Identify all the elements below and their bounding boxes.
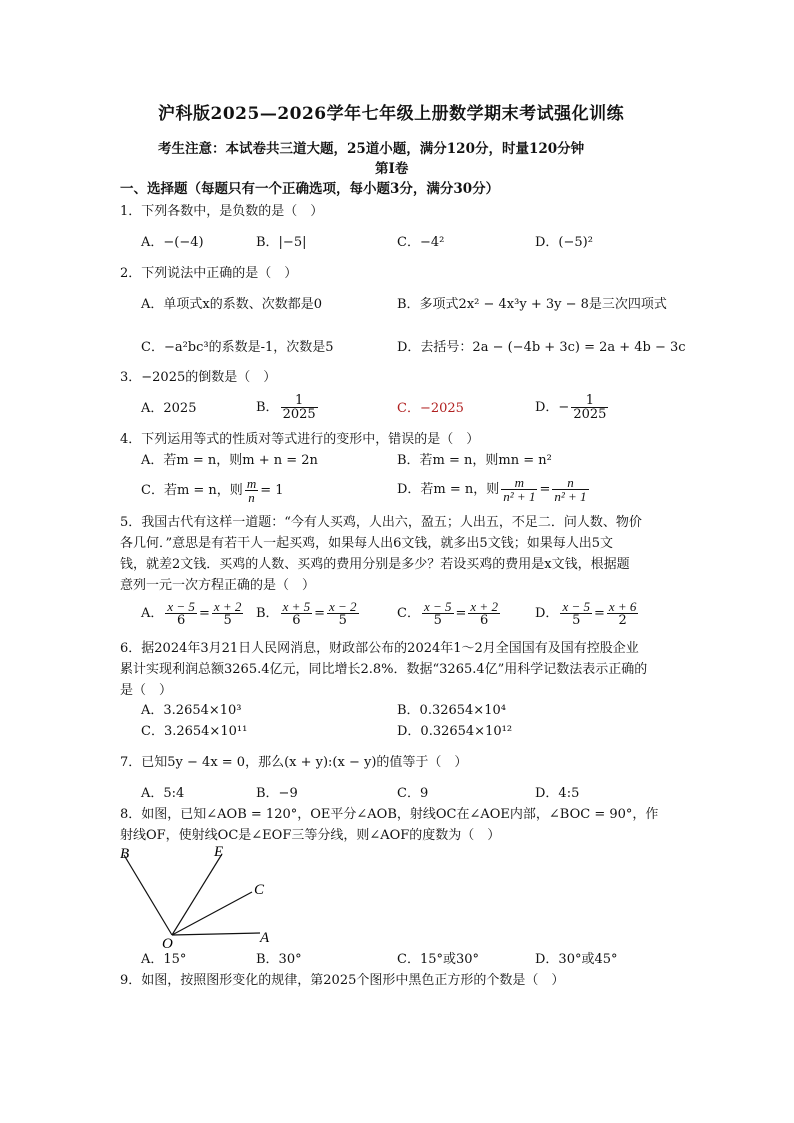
q1-option-c: C．−4² [397, 235, 445, 250]
q3-d-fraction: $\frac{1}{2025}$ [573, 393, 607, 422]
page-title: 沪科版2025—2026学年七年级上册数学期末考试强化训练 [158, 104, 625, 124]
q8-option-b: B．30° [256, 952, 302, 967]
question-5-line-1: 5．我国古代有这样一道题：“今有人买鸡，人出六，盈五；人出五，不足二．问人数、物价 [120, 515, 642, 530]
q6-option-d: D．0.32654×10¹² [397, 724, 513, 739]
q4-d-fraction-left: $\frac{m}{\text{n² + 1}}$ [503, 475, 536, 504]
q7-option-d: D．4:5 [535, 786, 580, 801]
question-4-stem: 4．下列运用等式的性质对等式进行的变形中，错误的是（ ） [120, 432, 480, 447]
q2-option-c: C．−a²bc³的系数是-1，次数是5 [141, 340, 334, 355]
q5-b-frac-1: $\frac{x + 5}{6}$ [282, 599, 311, 628]
q6-option-c: C．3.2654×10¹¹ [141, 724, 248, 739]
q4-c-fraction: $\frac{m}{n}$ [246, 476, 257, 505]
question-6-line-3: 是（ ） [120, 683, 173, 698]
label-c: C [254, 882, 265, 898]
section-heading: 一、选择题（每题只有一个正确选项，每小题3分，满分30分） [120, 181, 500, 197]
ray-ob [124, 855, 172, 935]
q4-option-d: D．若m = n，则 $\frac{m}{\text{n² + 1}}$ = $\frac{n}{\text{n² + 1}}$ [397, 475, 587, 504]
q2-option-d: D．去括号：2a − (−4b + 3c) = 2a + 4b − 3c [397, 340, 686, 355]
q3-option-b: B． $\frac{1}{2025}$ [256, 393, 316, 422]
question-5-line-4: 意列一元一次方程正确的是（ ） [120, 578, 316, 593]
q1-option-b: B．|−5| [256, 235, 307, 250]
q5-option-d: D． $\frac{x - 5}{5}$ = $\frac{x + 6}{2}$ [535, 599, 637, 628]
ray-oa [172, 933, 260, 935]
q4-d-fraction-right: $\frac{n}{\text{n² + 1}}$ [554, 475, 587, 504]
q5-c-frac-2: $\frac{x + 2}{6}$ [470, 599, 498, 628]
q2-option-a: A．单项式x的系数、次数都是0 [141, 297, 322, 312]
ray-oc [172, 892, 252, 935]
q6-option-b: B．0.32654×10⁴ [397, 703, 506, 718]
q2-option-b: B．多项式2x² − 4x³y + 3y − 8是三次四项式 [397, 297, 667, 312]
label-b: B [120, 846, 130, 862]
q4-option-c: C．若m = n，则 $\frac{m}{n}$ = 1 [141, 476, 284, 505]
question-6-line-2: 累计实现利润总额3265.4亿元，同比增长2.8%．数据“3265.4亿”用科学记数法表示正确的 [120, 662, 648, 677]
q5-option-b: B． $\frac{x + 5}{6}$ = $\frac{x - 2}{5}$ [256, 599, 357, 628]
q5-d-frac-1: $\frac{x - 5}{5}$ [562, 599, 590, 628]
question-6-line-1: 6．据2024年3月21日人民网消息，财政部公布的2024年1～2月全国国有及国有控股企业 [120, 641, 639, 656]
q4-option-a: A．若m = n，则m + n = 2n [141, 453, 318, 468]
q5-a-frac-2: $\frac{x + 2}{5}$ [213, 599, 242, 628]
q5-c-frac-1: $\frac{x - 5}{5}$ [423, 599, 452, 628]
question-2-stem: 2．下列说法中正确的是（ ） [120, 266, 298, 281]
q5-a-frac-1: $\frac{x - 5}{6}$ [167, 599, 195, 628]
q8-option-c: C．15°或30° [397, 952, 480, 967]
volume-heading: 第Ⅰ卷 [375, 161, 409, 177]
q5-d-frac-2: $\frac{x + 6}{2}$ [608, 599, 637, 628]
question-3-stem: 3．−2025的倒数是（ ） [120, 370, 277, 385]
q8-option-a: A．15° [141, 952, 187, 967]
label-a: A [260, 930, 270, 946]
question-9-stem: 9．如图，按照图形变化的规律，第2025个图形中黑色正方形的个数是（ ） [120, 973, 565, 988]
q7-option-c: C．9 [397, 786, 429, 801]
q4-option-b: B．若m = n，则mn = n² [397, 453, 552, 468]
q1-option-d: D．(−5)² [535, 235, 593, 250]
q3-option-d: D．− $\frac{1}{2025}$ [535, 393, 607, 422]
question-5-line-3: 钱，就差2文钱．买鸡的人数、买鸡的费用分别是多少？若设买鸡的费用是x文钱，根据题 [120, 557, 630, 572]
q5-option-a: A． $\frac{x - 5}{6}$ = $\frac{x + 2}{5}$ [141, 599, 242, 628]
label-e: E [214, 844, 224, 860]
q1-option-a: A．−(−4) [141, 235, 204, 250]
question-1-stem: 1．下列各数中，是负数的是（ ） [120, 204, 324, 219]
q5-option-c: C． $\frac{x - 5}{5}$ = $\frac{x + 2}{6}$ [397, 599, 498, 628]
exam-notice: 考生注意：本试卷共三道大题，25道小题，满分120分，时量120分钟 [158, 141, 585, 157]
q7-option-b: B．−9 [256, 786, 298, 801]
q3-option-c: C．−2025 [397, 401, 464, 416]
question-5-line-2: 各几何．”意思是有若干人一起买鸡，如果每人出6文钱，就多出5文钱；如果每人出5文 [120, 536, 613, 551]
question-8-line-1: 8．如图，已知∠AOB = 120°，OE平分∠AOB，射线OC在∠AOE内部，∠BOC = 90°，作 [120, 807, 659, 822]
question-7-stem: 7．已知5y − 4x = 0，那么(x + y):(x − y)的值等于（ ） [120, 755, 468, 770]
q7-option-a: A．5:4 [141, 786, 185, 801]
angle-figure [112, 840, 292, 952]
q6-option-a: A．3.2654×10³ [141, 703, 242, 718]
q3-b-fraction: $\frac{1}{2025}$ [282, 393, 316, 422]
q8-option-d: D．30°或45° [535, 952, 618, 967]
label-o: O [162, 936, 173, 952]
q5-b-frac-2: $\frac{x - 2}{5}$ [329, 599, 357, 628]
question-8-line-2: 射线OF，使射线OC是∠EOF三等分线，则∠AOF的度数为（ ） [120, 828, 501, 843]
q3-option-a: A．2025 [141, 401, 197, 416]
ray-oe [172, 854, 222, 935]
